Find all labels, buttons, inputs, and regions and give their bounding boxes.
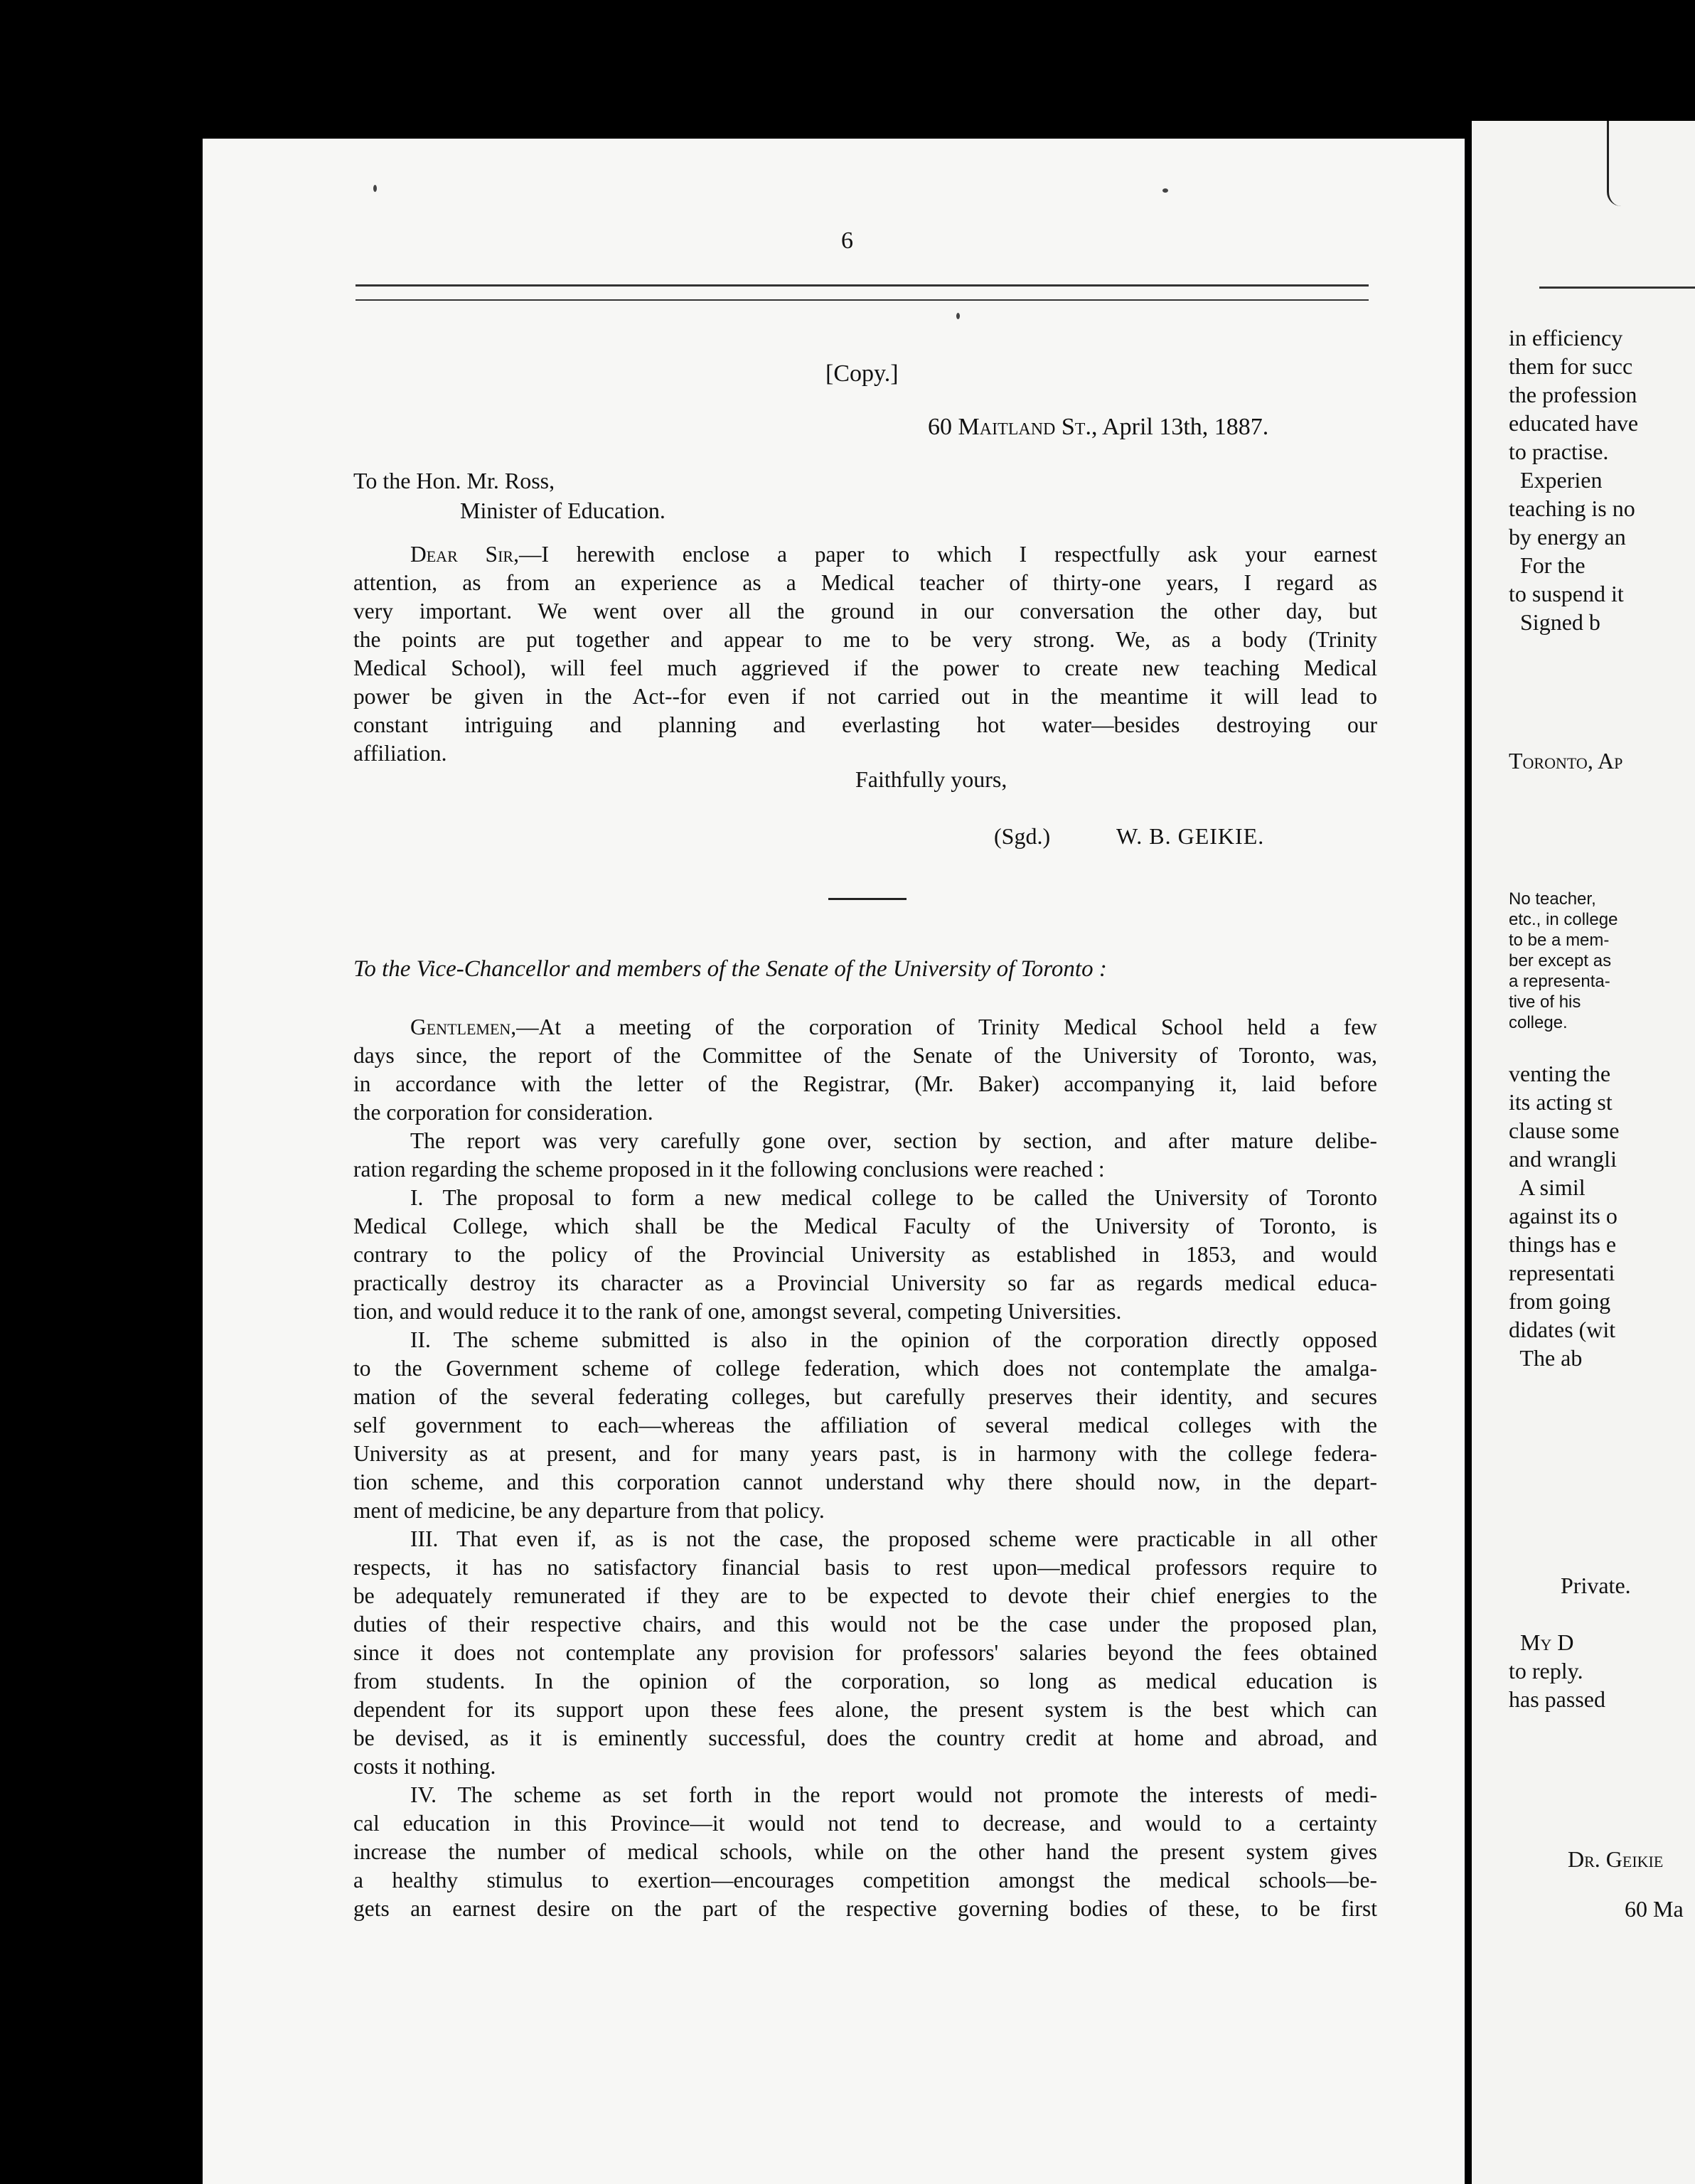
right-line: things has e [1509, 1231, 1617, 1257]
ink-speck [1162, 188, 1168, 193]
signature-name: W. B. GEIKIE. [1116, 823, 1265, 849]
dateline-date: , April 13th, 1887. [1091, 414, 1269, 440]
memorial-line: tion, and would reduce it to the rank of one, amongst several, competing Universities. [353, 1299, 1122, 1324]
address-line: 60 Ma [1625, 1896, 1684, 1922]
memorial-line: cal education in this Province—it would not tend to decrease, and would to a certainty [353, 1811, 1377, 1836]
header-rule [355, 284, 1369, 301]
memorial-line: dependent for its support upon these fees alone, the present system is the best which can [353, 1697, 1377, 1722]
letter-salutation: Dear Sir, [410, 542, 519, 567]
right-line: didates (wit [1509, 1317, 1616, 1342]
memorial-line: ration regarding the scheme proposed in it the following conclusions were reached : [353, 1157, 1105, 1182]
right-line: representati [1509, 1260, 1615, 1285]
page-number: 6 [841, 228, 853, 254]
right-text-block [1509, 1059, 1620, 1372]
left-page [203, 139, 1465, 2184]
memorial-line: Gentlemen,—At a meeting of the corporation of Trinity Medical School held a few [410, 1015, 1377, 1039]
right-line: from going [1509, 1288, 1611, 1314]
section-divider [828, 898, 907, 900]
right-line: to suspend it [1509, 581, 1624, 606]
right-text-block [1509, 1628, 1605, 1713]
right-line: them for succ [1509, 353, 1633, 379]
header-rule [1539, 287, 1695, 293]
letter-line: the points are put together and appear to me to be very strong. We, as a body (Trinity [353, 627, 1377, 652]
memorial-line: mation of the several federating colleges, but carefully preserves their identity, and secures [353, 1384, 1377, 1409]
memorial-line: be devised, as it is eminently successful, does the country credit at home and abroad, and [353, 1725, 1377, 1750]
memorial-line: II. The scheme submitted is also in the opinion of the corporation directly opposed [410, 1327, 1377, 1352]
memorial-line: increase the number of medical schools, while on the other hand the present system gives [353, 1839, 1377, 1864]
memorial-body [353, 1013, 1377, 1923]
right-line: to reply. [1509, 1658, 1583, 1684]
right-line: venting the [1509, 1061, 1611, 1086]
right-line: teaching is no [1509, 496, 1635, 521]
right-line: clause some [1509, 1118, 1620, 1143]
right-line: its acting st [1509, 1089, 1613, 1115]
dr-geikie: Dr. Geikie [1568, 1846, 1664, 1872]
memorial-line: costs it nothing. [353, 1754, 496, 1779]
memorial-line: duties of their respective chairs, and this would not be the case under the proposed plan, [353, 1612, 1377, 1637]
memorial-line: gets an earnest desire on the part of the respective governing bodies of these, to be first [353, 1896, 1377, 1921]
right-line: and wrangli [1509, 1146, 1617, 1172]
addressee-title: Minister of Education. [460, 498, 665, 523]
letter-line: attention, as from an experience as a Medical teacher of thirty-one years, I regard as [353, 570, 1377, 595]
right-line: Experien [1509, 467, 1603, 493]
memorial-line: be adequately remunerated if they are to be expected to devote their chief energies to the [353, 1583, 1377, 1608]
letter-line: very important. We went over all the ground in our conversation the other day, but [353, 599, 1377, 623]
right-line: by energy an [1509, 524, 1626, 550]
letter-line: power be given in the Act--for even if not carried out in the meantime it will lead to [353, 684, 1377, 709]
memorial-line: IV. The scheme as set forth in the report would not promote the interests of medi- [410, 1782, 1377, 1807]
right-line: For the [1509, 552, 1586, 578]
page-curve [1607, 121, 1630, 206]
memorial-line: self government to each—whereas the affiliation of several medical colleges with the [353, 1413, 1377, 1438]
dateline-street: Maitland St. [958, 414, 1091, 440]
letter-line: Medical School), will feel much aggrieved if the power to create new teaching Medical [353, 655, 1377, 680]
memorial-line: ment of medicine, be any departure from that policy. [353, 1498, 825, 1523]
memorial-line: a healthy stimulus to exertion—encourages competition amongst the medical schools—be- [353, 1868, 1377, 1893]
right-line: A simil [1509, 1174, 1586, 1200]
right-line: Signed b [1509, 609, 1600, 635]
memorial-line: contrary to the policy of the Provincial University as established in 1853, and would [353, 1242, 1377, 1267]
private-label: Private. [1561, 1573, 1631, 1598]
toronto-line: Toronto, Ap [1509, 748, 1623, 774]
addressee [353, 466, 665, 525]
letter-line: Dear Sir,—I herewith enclose a paper to which I respectfully ask your earnest [410, 542, 1377, 567]
right-line: has passed [1509, 1686, 1605, 1712]
memorial-line: University as at present, and for many years past, is in harmony with the college federa- [353, 1441, 1377, 1466]
margin-note: No teacher, etc., in college to be a mem- ber except as a representa- tive of his college. [1509, 889, 1618, 1032]
addressee-name: To the Hon. Mr. Ross, [353, 468, 555, 493]
right-line: against its o [1509, 1203, 1618, 1228]
letter-line: constant intriguing and planning and everlasting hot water—besides destroying our [353, 712, 1377, 737]
right-line: My D [1509, 1629, 1574, 1655]
memorial-salutation: To the Vice-Chancellor and members of the Senate of the University of Toronto : [353, 956, 1107, 982]
right-line: the profession [1509, 382, 1637, 407]
copy-heading: [Copy.] [825, 360, 899, 387]
memorial-line: The report was very carefully gone over, section by section, and after mature delibe- [410, 1128, 1377, 1153]
memorial-line: III. That even if, as is not the case, the proposed scheme were practicable in all other [410, 1526, 1377, 1551]
memorial-line: since it does not contemplate any provision for professors' salaries beyond the fees obtained [353, 1640, 1377, 1665]
right-text-block [1509, 323, 1638, 636]
right-page [1472, 121, 1695, 2184]
right-line: to practise. [1509, 439, 1609, 464]
memorial-line: respects, it has no satisfactory financial basis to rest upon—medical professors require to [353, 1555, 1377, 1580]
right-line: in efficiency [1509, 325, 1623, 350]
memorial-line: practically destroy its character as a Provincial University so far as regards medical educa- [353, 1270, 1377, 1295]
dateline-number: 60 [928, 414, 958, 440]
memorial-line: tion scheme, and this corporation cannot understand why there should now, in the depart- [353, 1470, 1377, 1494]
right-line: The ab [1509, 1345, 1583, 1371]
memorial-line: in accordance with the letter of the Registrar, (Mr. Baker) accompanying it, laid before [353, 1071, 1377, 1096]
memorial-line: Medical College, which shall be the Medical Faculty of the University of Toronto, is [353, 1214, 1377, 1238]
ink-speck [373, 185, 377, 192]
signature-sgd: (Sgd.) [994, 823, 1051, 849]
memorial-line: the corporation for consideration. [353, 1100, 653, 1125]
right-line: educated have [1509, 410, 1639, 436]
memorial-line: I. The proposal to form a new medical college to be called the University of Toronto [410, 1185, 1377, 1210]
ink-speck [956, 313, 960, 319]
letter-closing: Faithfully yours, [855, 766, 1007, 792]
memorial-gentlemen: Gentlemen, [410, 1015, 517, 1039]
memorial-line: to the Government scheme of college federation, which does not contemplate the amalga- [353, 1356, 1377, 1381]
letter-body [353, 540, 1377, 768]
memorial-line: days since, the report of the Committee of the Senate of the University of Toronto, was, [353, 1043, 1377, 1068]
letter-line: affiliation. [353, 741, 447, 766]
memorial-line: from students. In the opinion of the corporation, so long as medical education is [353, 1669, 1377, 1693]
dateline [928, 414, 1268, 441]
